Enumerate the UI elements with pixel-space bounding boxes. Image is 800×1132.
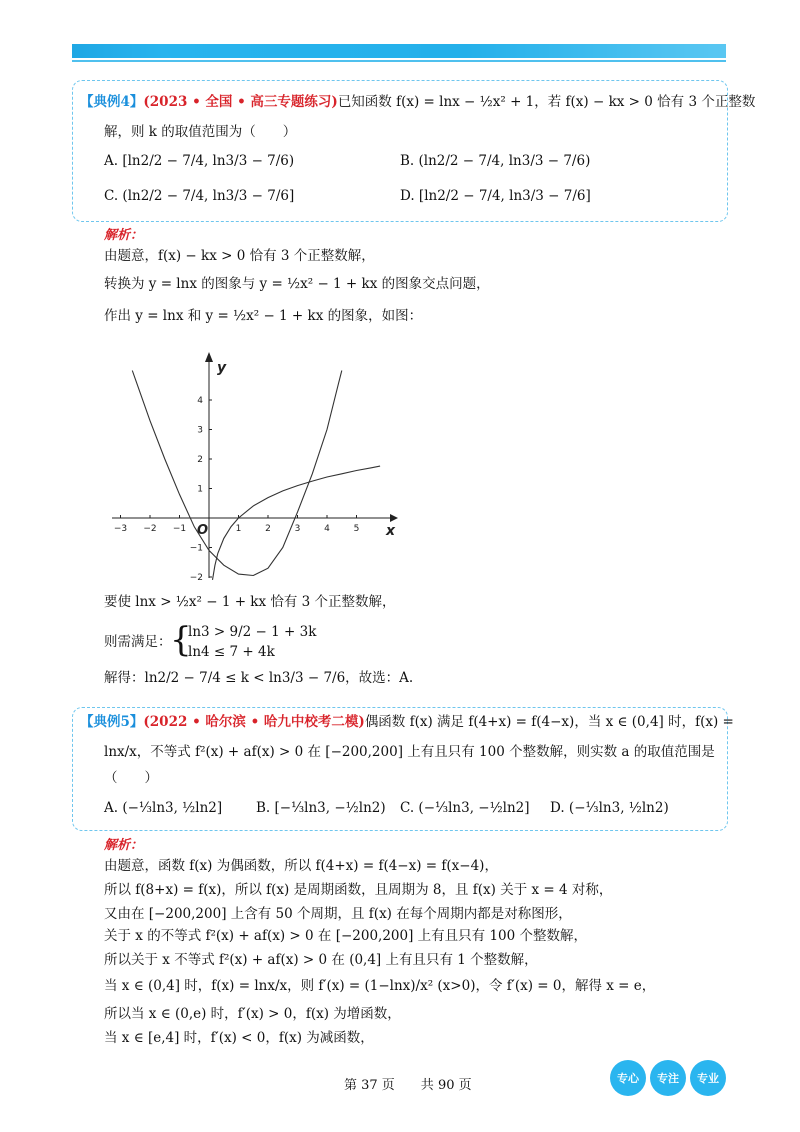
example-tag: 【典例5】 (80, 714, 144, 730)
fraction-lnx-over-x: lnx/x (104, 744, 137, 760)
y-axis-arrow (205, 352, 213, 362)
x-tick-label: 5 (353, 524, 360, 534)
example-text: ，不等式 f²(x) + af(x) > 0 在 [−200,200] 上有且只有 100 个整数解，则实数 a 的取值范围是 (136, 744, 715, 760)
example-5-line1 (80, 712, 734, 732)
y-tick-label: 3 (197, 425, 203, 436)
x-tick-label: 3 (294, 524, 301, 534)
solution-4-line: 转换为 y = lnx 的图象与 y = ½x² − 1 + kx 的图象交点问题， (104, 276, 490, 292)
example-4-line2: 解，则 k 的取值范围为（ ） (104, 124, 297, 140)
solution-4-line: 则需满足： (104, 634, 172, 650)
solution-5-line: 所以关于 x 不等式 f²(x) + af(x) > 0 在 (0,4] 上有且只有 1 个整数解， (104, 952, 538, 968)
solution-4-condition: ln4 ≤ 7 + 4k (188, 644, 275, 660)
solution-5-line: 所以 f(8+x) = f(x)，所以 f(x) 是周期函数，且周期为 8，且 f(x) 关于 x = 4 对称， (104, 882, 613, 898)
y-tick-label: −2 (189, 573, 203, 580)
solution-5-line: 当 x ∈ [e,4] 时，f′(x) < 0，f(x) 为减函数， (104, 1030, 374, 1046)
solution-5-line: 当 x ∈ (0,4] 时，f(x) = lnx/x，则 f′(x) = (1−lnx)/x² (x>0)，令 f′(x) = 0，解得 x = e， (104, 978, 656, 994)
example-text: 偶函数 f(x) 满足 f(4+x) = f(4−x)，当 x ∈ (0,4] 时，f(x) = (364, 714, 734, 730)
example-5-option-d: D. (−⅓ln3, ½ln2) (550, 800, 669, 816)
solution-5-line: 关于 x 的不等式 f²(x) + af(x) > 0 在 [−200,200] 上有且只有 100 个整数解， (104, 928, 588, 944)
y-axis-label: y (217, 360, 227, 376)
example-5-option-c: C. (−⅓ln3, −½ln2] (400, 800, 530, 816)
x-axis-label: x (386, 523, 396, 539)
solution-4-answer: 解得：ln2/2 − 7/4 ≤ k < ln3/3 − 7/6，故选：A. (104, 670, 414, 686)
solution-5-line: 由题意，函数 f(x) 为偶函数，所以 f(4+x) = f(4−x) = f(x−4)， (104, 858, 498, 874)
series-line-lnx (213, 466, 381, 580)
x-tick-label: 1 (235, 524, 242, 534)
x-tick-label: 2 (265, 524, 271, 534)
solution-4-condition: ln3 > 9/2 − 1 + 3k (188, 624, 317, 640)
example-tag: 【典例4】 (80, 94, 144, 110)
x-tick-label: −2 (143, 524, 157, 534)
example-5-line2 (104, 742, 715, 762)
function-graph (112, 330, 402, 580)
badge-zhuanxin: 专心 (610, 1060, 646, 1096)
origin-label: O (197, 523, 209, 538)
badge-zhuanye: 专业 (690, 1060, 726, 1096)
solution-4-line: 要使 lnx > ½x² − 1 + kx 恰有 3 个正整数解， (104, 594, 396, 610)
series-line-parabola (132, 371, 341, 576)
example-5-line3: （ ） (104, 770, 158, 786)
y-tick-label: 4 (197, 396, 203, 406)
x-axis-arrow (390, 514, 398, 522)
badge-zhuanzhu: 专注 (650, 1060, 686, 1096)
example-4-line1 (80, 92, 755, 112)
solution-4-line: 作出 y = lnx 和 y = ½x² − 1 + kx 的图象，如图： (104, 308, 423, 324)
solution-5-line: 所以当 x ∈ (0,e) 时，f′(x) > 0，f(x) 为增函数， (104, 1006, 401, 1022)
example-5-option-a: A. (−⅓ln3, ½ln2] (104, 800, 223, 816)
solution-5-line: 又由在 [−200,200] 上含有 50 个周期，且 f(x) 在每个周期内都是对称图形， (104, 906, 572, 922)
solution-4-label: 解析： (104, 228, 144, 243)
y-tick-label: −1 (189, 543, 203, 554)
header-band (72, 44, 726, 64)
y-tick-label: 1 (197, 484, 203, 495)
solution-5-label: 解析： (104, 838, 144, 853)
example-4-option-a: A. [ln2/2 − 7/4, ln3/3 − 7/6) (104, 153, 295, 169)
x-tick-label: −1 (172, 524, 187, 534)
solution-4-brace: { (170, 620, 192, 660)
example-text: 已知函数 f(x) = lnx − ½x² + 1，若 f(x) − kx > 0 恰有 3 个正整数 (337, 94, 756, 110)
example-source: (2022 • 哈尔滨 • 哈九中校考二模) (143, 714, 365, 730)
x-tick-label: −3 (113, 524, 128, 534)
example-4-option-c: C. (ln2/2 − 7/4, ln3/3 − 7/6] (104, 188, 295, 204)
example-4-option-d: D. [ln2/2 − 7/4, ln3/3 − 7/6] (400, 188, 591, 204)
example-4-option-b: B. (ln2/2 − 7/4, ln3/3 − 7/6) (400, 153, 591, 169)
example-source: (2023 • 全国 • 高三专题练习) (143, 94, 338, 110)
x-tick-label: 4 (324, 524, 330, 534)
example-5-option-b: B. [−⅓ln3, −½ln2) (256, 800, 386, 816)
page-number: 第 37 页 共 90 页 (344, 1078, 472, 1093)
solution-4-line: 由题意，f(x) − kx > 0 恰有 3 个正整数解， (104, 248, 375, 264)
y-tick-label: 2 (197, 455, 203, 465)
